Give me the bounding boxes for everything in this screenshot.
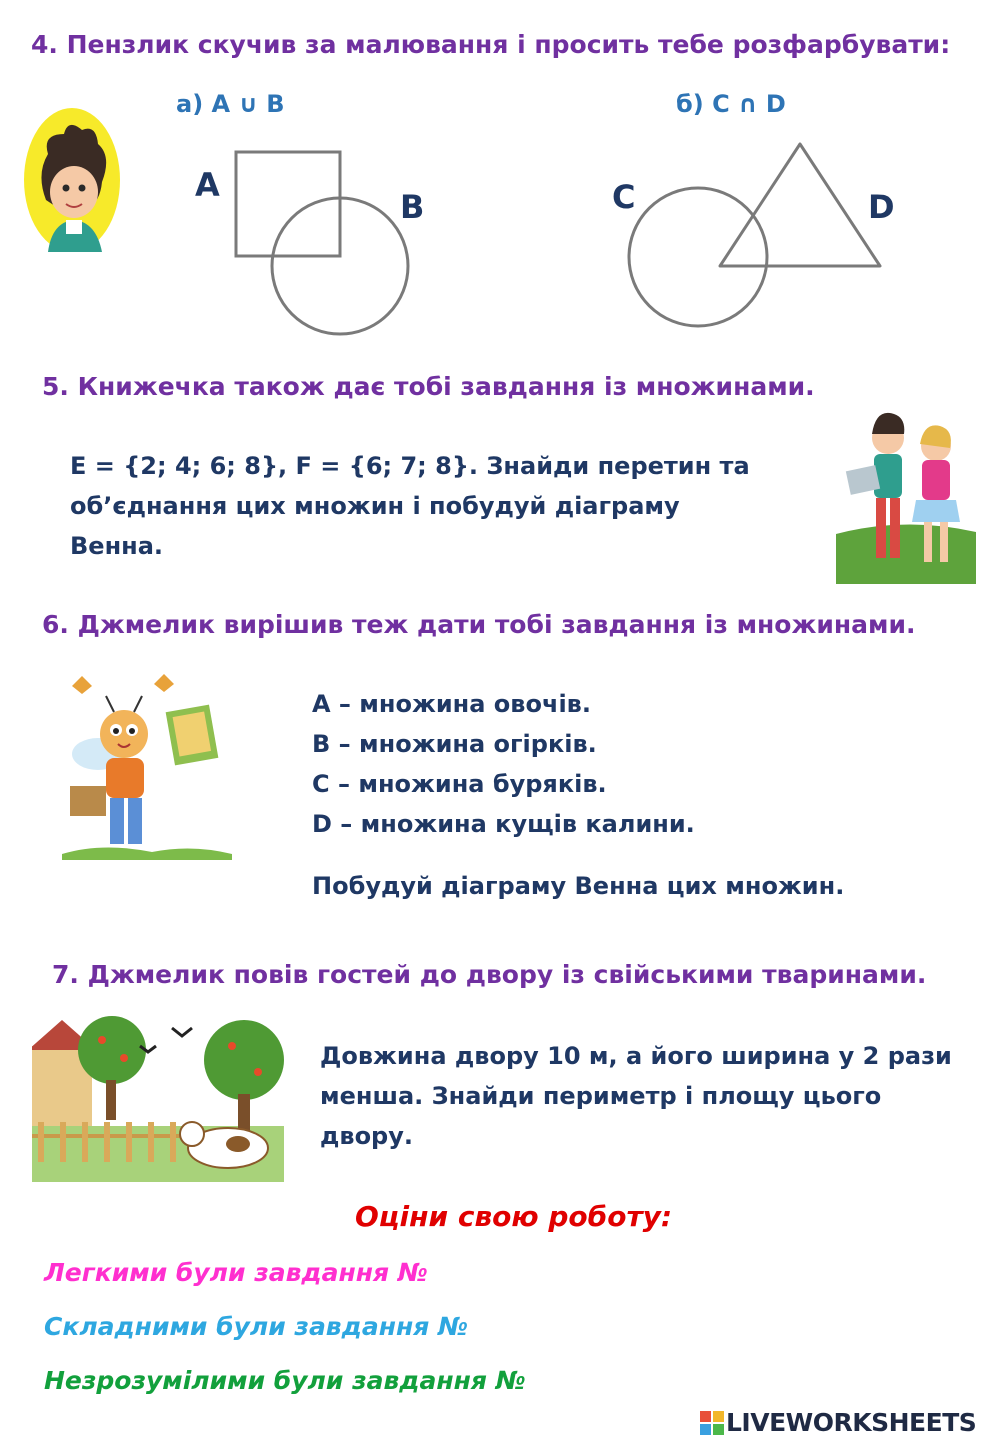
task7-line: Довжина двору 10 м, а його ширина у 2 рази xyxy=(320,1042,952,1070)
task7-text xyxy=(320,1036,990,1156)
circle-c-shape xyxy=(629,188,767,326)
evaluation-hard: Складними були завдання № xyxy=(44,1312,469,1341)
liveworksheets-logo-text: LIVEWORKSHEETS xyxy=(726,1408,977,1437)
task5-line: об’єднання цих множин і побудуй діаграму xyxy=(70,492,680,520)
label-set-c: C xyxy=(612,178,636,216)
task7-line: двору. xyxy=(320,1122,413,1150)
children-illustration xyxy=(836,404,976,584)
task5-text xyxy=(70,446,770,566)
task4-subtitle-b: б) C ∩ D xyxy=(676,90,786,118)
farmyard-illustration xyxy=(32,1006,284,1182)
label-set-a: A xyxy=(195,166,220,204)
task7-title: 7. Джмелик повів гостей до двору із свійськими тваринами. xyxy=(52,960,927,989)
task6-item: В – множина огірків. xyxy=(312,730,597,758)
evaluation-heading: Оціни свою роботу: xyxy=(355,1200,673,1233)
task6-item: С – множина буряків. xyxy=(312,770,607,798)
task6-item: А – множина овочів. xyxy=(312,690,591,718)
task6-set-list xyxy=(312,684,695,844)
task6-instruction: Побудуй діаграму Венна цих множин. xyxy=(312,872,845,900)
diagram-a-union-b xyxy=(190,140,430,350)
bee-illustration xyxy=(62,672,232,860)
diagram-c-intersect-d xyxy=(610,130,900,340)
label-set-b: B xyxy=(400,188,425,226)
evaluation-unclear: Незрозумілими були завдання № xyxy=(44,1366,526,1395)
boy-illustration xyxy=(18,104,128,254)
task4-title: 4. Пензлик скучив за малювання і просить тебе розфарбувати: xyxy=(31,30,951,59)
task7-line: менша. Знайди периметр і площу цього xyxy=(320,1082,882,1110)
evaluation-easy: Легкими були завдання № xyxy=(44,1258,428,1287)
task4-subtitle-a: а) A ∪ B xyxy=(176,90,285,118)
task5-title: 5. Книжечка також дає тобі завдання із множинами. xyxy=(42,372,815,401)
task6-title: 6. Джмелик вирішив теж дати тобі завдання із множинами. xyxy=(42,610,916,639)
square-a-shape xyxy=(236,152,340,256)
liveworksheets-logo-icon xyxy=(700,1411,724,1435)
task6-item: D – множина кущів калини. xyxy=(312,810,695,838)
task5-line: E = {2; 4; 6; 8}, F = {6; 7; 8}. Знайди перетин та xyxy=(70,452,750,480)
label-set-d: D xyxy=(868,188,895,226)
task5-line: Венна. xyxy=(70,532,164,560)
liveworksheets-logo xyxy=(700,1408,976,1437)
